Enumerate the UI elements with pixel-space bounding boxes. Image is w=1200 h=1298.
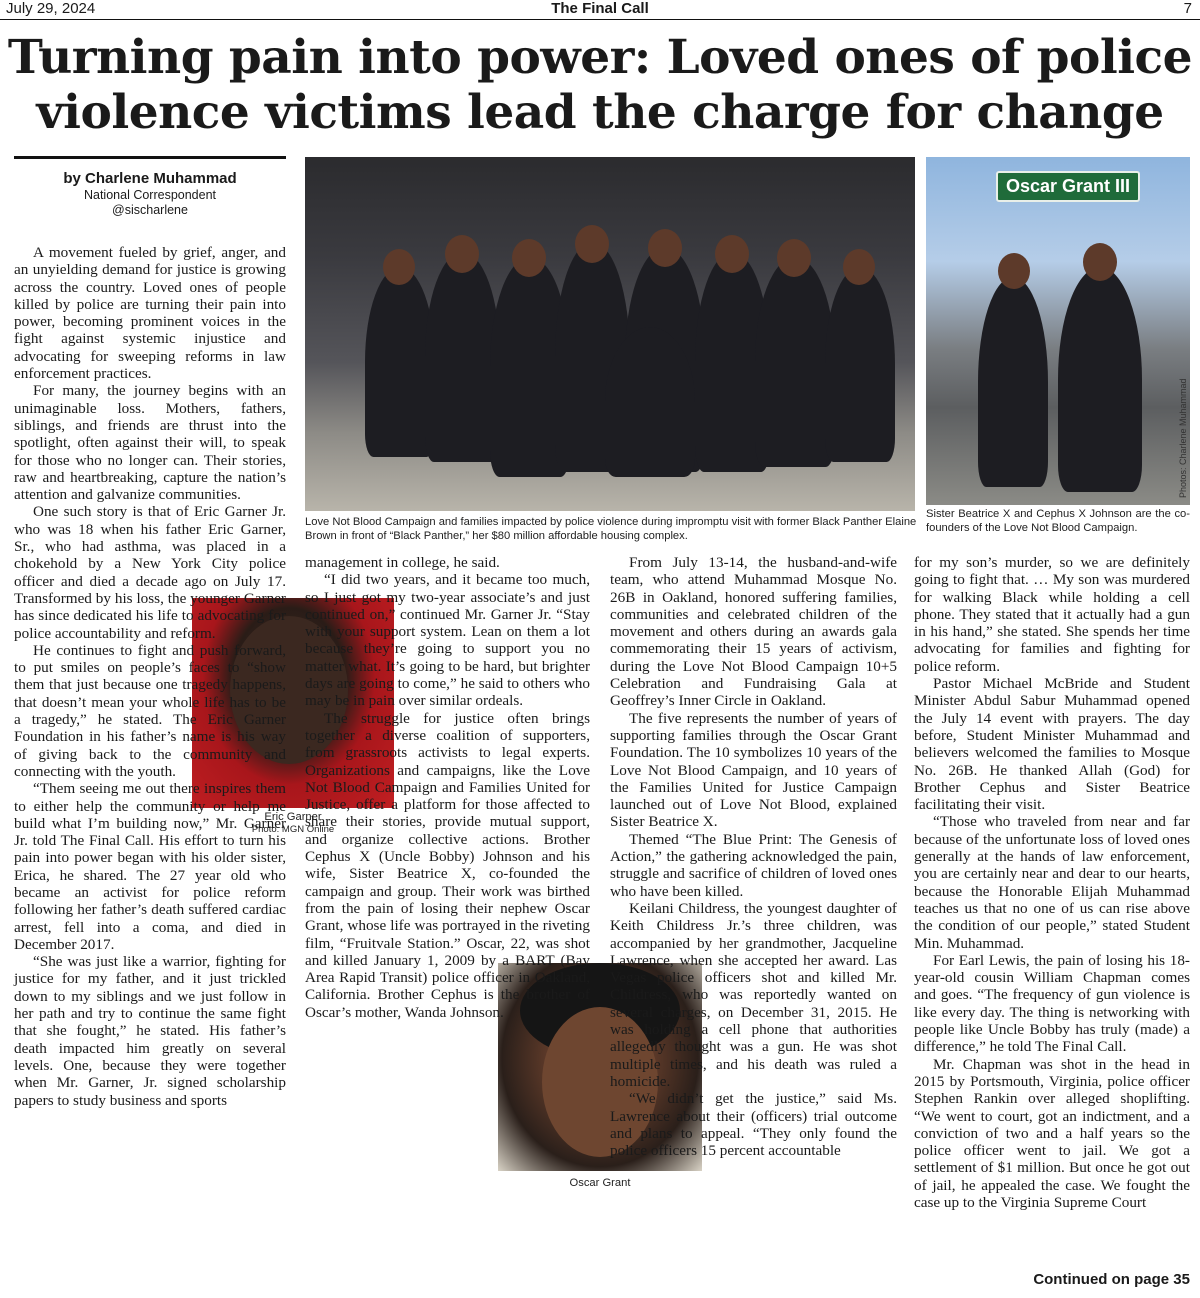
article-column-4: [914, 554, 1190, 1211]
paragraph: “Them seeing me out there inspires them to either help the community or help me build what I’m building now,” Mr. Garner Jr. told The Final Call. His effort to turn his pain into power began with his older sister, Erica, he shared. The 27 year old who became an activist for police reform following her father’s death suffered cardiac arrest, fell into a coma, and died in December 2017.: [14, 780, 286, 953]
oscar-grant-caption: Oscar Grant: [569, 1177, 631, 1189]
paragraph: Mr. Chapman was shot in the head in 2015 by Portsmouth, Virginia, police officer Stephen Rankin over alleged shoplifting. “We went to court, got an indictment, and a conviction of two and a half years so the police officer went to jail. We got a settlement of $1 million. But once he got out of jail, he appealed the case. We fought the case up to the Virginia Supreme Court: [914, 1055, 1190, 1211]
author-name: by Charlene Muhammad: [63, 170, 237, 187]
byline: [14, 156, 286, 218]
article-headline: Turning pain into power: Loved ones of police violence victims lead the charge for change: [7, 30, 1193, 140]
paragraph: “She was just like a warrior, fighting for justice for my father, and it just trickled down to my siblings and we just follow in her path and try to continue the same fight that she fought,” he stated. His father’s death impacted him greatly on several levels. One, because they were together when Mr. Garner, Jr. signed scholarship papers to study business and sports: [14, 953, 286, 1109]
eric-garner-credit: Photo: MGN Online: [251, 824, 335, 835]
group-photo: [305, 157, 915, 511]
paragraph: He continues to fight and push forward, to put smiles on people’s faces to “show them that just because one tragedy happens, that doesn’t mean your whole life has to be a tragedy,” he stated. The Eric Garner Foundation in his father’s name is his way of giving back to the community and connecting with the youth.: [14, 641, 286, 780]
continued-link[interactable]: Continued on page 35: [1033, 1271, 1190, 1288]
page-header: [0, 0, 1200, 20]
paragraph: For Earl Lewis, the pain of losing his 18-year-old cousin William Chapman comes and goes. “The frequency of gun violence is like every day. The thing is networking with people like Uncle Bobby has truly (made) a difference,” he told The Final Call.: [914, 951, 1190, 1056]
paragraph: For many, the journey begins with an unimaginable loss. Mothers, fathers, siblings, and friends are thrust into the spotlight, often against their will, to speak for those who no longer can. Their stories, raw and heartbreaking, capture the nation’s attention and galvanize communities.: [14, 382, 286, 504]
group-photo-caption: Love Not Blood Campaign and families impacted by police violence during impromptu visit with former Black Panther Elaine Brown in front of “Black Panther,” her $80 million affordable housing complex.: [305, 516, 917, 542]
paragraph: “We didn’t get the justice,” said Ms. Lawrence about their (officers) trial outcome and plans to appeal. “They only found the police officers 15 percent accountable: [610, 1090, 897, 1160]
paragraph: “I did two years, and it became too much, so I just got my two-year associate’s and just continued on,” continued Mr. Garner Jr. “Stay with your support system. Lean on them a lot because they’re going to support you no matter what. It’s going to be hard, but brighter days are going to come,” he said to others who may be in pain over similar ordeals.: [305, 571, 590, 710]
issue-date: July 29, 2024: [6, 0, 96, 17]
paragraph: management in college, he said.: [305, 554, 500, 571]
article-column-3: [610, 554, 897, 1159]
page-number: 7: [1183, 0, 1192, 17]
paragraph: A movement fueled by grief, anger, and an unyielding demand for justice is growing across the country. Loved ones of people killed by police are turning their pain into power, becoming prominent voices in the fight against systemic injustice and advocating for sweeping reforms in law enforcement practices.: [14, 244, 286, 383]
paragraph: Pastor Michael McBride and Student Minister Abdul Sabur Muhammad opened the July 14 event with prayers. The day before, Student Minister Muhammad and believers welcomed the families to Mosque No. 26B. He thanked Allah (God) for Brother Cephus and Sister Beatrice facilitating their visit.: [914, 675, 1190, 814]
paragraph: Themed “The Blue Print: The Genesis of Action,” the gathering acknowledged the pain, struggle and sacrifice of children of loved ones who have been killed.: [610, 830, 897, 900]
paragraph: “Those who traveled from near and far because of the unfortunate loss of loved ones generally at the hands of law enforcement, you are certainly near and dear to our hearts, because the Honorable Elijah Muhammad teaches us that no one of us can rise above the condition of our people,” stated Student Min. Muhammad.: [914, 813, 1190, 952]
paragraph: for my son’s murder, so we are definitely going to fight that. … My son was murdered for walking Black while holding a cell phone. They stated that it actually had a gun in his hand,” she stated. She spends her time advocating for families and fighting for police reform.: [914, 554, 1190, 675]
article-column-1: [14, 244, 286, 1109]
paragraph: The struggle for justice often brings together a diverse coalition of supporters, from grassroots activists to legal experts. Organizations and campaigns, like the Love Not Blood Campaign and Families United for Justice, offer a platform for those affected to share their stories, provide mutual support, and organize collective actions. Brother Cephus X (Uncle Bobby) Johnson and his wife, Sister Beatrice X, co-founded the campaign and group. Their work was birthed from the pain of losing their nephew Oscar Grant, whose life was portrayed in the riveting film, “Fruitvale Station.” Oscar, 22, was shot and killed January 1, 2009 by a BART (Bay Area Rapid Transit) police officer in Oakland, California. Brother Cephus is the brother of Oscar’s mother, Wanda Johnson.: [305, 709, 590, 1021]
paragraph: One such story is that of Eric Garner Jr. who was 18 when his father Eric Garner, Sr., who had asthma, was placed in a chokehold by a New York City police officer and died a decade ago on July 17. Transformed by his loss, the younger Garner has since dedicated his life to advocating for police accountability and reform.: [14, 503, 286, 642]
street-sign: Oscar Grant III: [996, 171, 1140, 202]
photo-credit: Photos: Charlene Muhammad: [1178, 378, 1188, 498]
author-title: National Correspondent: [83, 188, 217, 202]
eric-garner-name: Eric Garner: [264, 811, 322, 823]
paragraph: From July 13-14, the husband-and-wife team, who attend Muhammad Mosque No. 26B in Oakland, honored suffering families, communities and celebrated children of the movement and others during an awards gala commemorating their 15 years of activism, during the Love Not Blood Campaign 10+5 Celebration and Fundraising Gala at Geoffrey’s Inner Circle in Oakland.: [610, 554, 897, 710]
paragraph: The five represents the number of years of supporting families through the Oscar Grant Foundation. The 10 symbolizes 10 years of the Love Not Blood Campaign, and 10 years of the Families United for Justice Campaign launched out of Love Not Blood, explained Sister Beatrice X.: [610, 709, 897, 831]
cofounders-photo-caption: Sister Beatrice X and Cephus X Johnson are the co-founders of the Love Not Blood Campaign.: [926, 508, 1190, 534]
article-column-2: [305, 554, 590, 1021]
author-handle: @sischarlene: [112, 203, 188, 217]
paragraph: Keilani Childress, the youngest daughter of Keith Childress Jr.’s three children, was accompanied by her grandmother, Jacqueline Lawrence, when she accepted her award. Las Vegas police officers shot and killed Mr. Childress, who was reportedly wanted on several charges, on December 31, 2015. He was holding a cell phone that authorities allegedly thought was a gun. He was shot multiple times, and his death was ruled a homicide.: [610, 899, 897, 1090]
cofounders-photo: [926, 157, 1190, 505]
masthead: The Final Call: [551, 0, 649, 17]
